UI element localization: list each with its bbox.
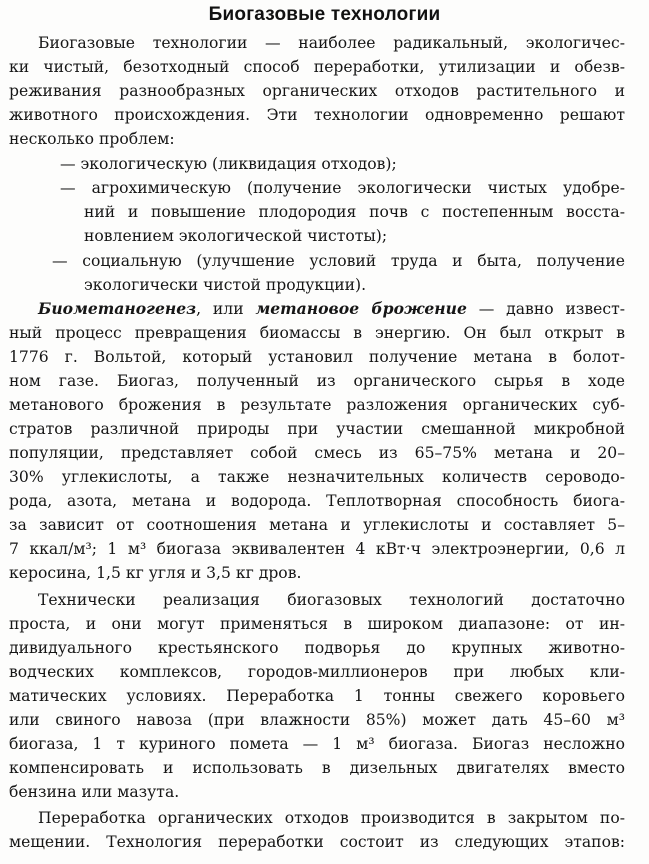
line-rest: — давно извест- xyxy=(466,300,625,318)
text-line: компенсировать и использовать в дизельных двигателях вместо xyxy=(9,759,625,777)
text-line: реживания разнообразных органических отходов растительного и xyxy=(9,82,625,100)
text-line: мещении. Технология переработки состоит из следующих этапов: xyxy=(9,833,625,851)
list-item-continuation: экологически чистой продукции). xyxy=(84,276,367,294)
text-line: несколько проблем: xyxy=(9,130,175,148)
text-line: Технически реализация биогазовых технологий достаточно xyxy=(38,591,625,609)
text-line: животного происхождения. Эти технологии одновременно решают xyxy=(9,106,625,124)
text-line: дивидуального крестьянского подворья до крупных животно- xyxy=(9,639,625,657)
list-item-continuation: новлением экологической чистоты); xyxy=(84,227,388,245)
text-line: стратов различной природы при участии смешанной микробной xyxy=(9,420,625,438)
text-line: популяции, представляет собой смесь из 65–75% метана и 20– xyxy=(9,444,625,462)
text-line: Биогазовые технологии — наиболее радикальный, экологичес- xyxy=(38,34,625,52)
text-line: за зависит от соотношения метана и углекислоты и составляет 5– xyxy=(9,516,625,534)
text-line: матических условиях. Переработка 1 тонны свежего коровьего xyxy=(9,687,625,705)
text-line: метанового брожения в результате разложения органических суб- xyxy=(9,396,625,414)
list-item-continuation: ний и повышение плодородия почв с постепенным восста- xyxy=(84,203,625,221)
text-line: или свиного навоза (при влажности 85%) может дать 45–60 м³ xyxy=(9,711,625,729)
list-item: — экологическую (ликвидация отходов); xyxy=(60,155,397,173)
text-line: проста, и они могут применяться в широком диапазоне: от ин- xyxy=(9,615,625,633)
term-biomethanogenesis: Биометаногенез xyxy=(38,299,197,318)
text-line: 1776 г. Вольтой, который установил получение метана в болот- xyxy=(9,348,625,366)
list-item: — агрохимическую (получение экологически чистых удобре- xyxy=(60,179,625,197)
text-line: керосина, 1,5 кг угля и 3,5 кг дров. xyxy=(9,564,302,582)
list-item: — социальную (улучшение условий труда и быта, получение xyxy=(52,252,625,270)
text-line: 30% углекислоты, а также незначительных количеств сероводо- xyxy=(9,468,625,486)
text-line: водческих комплексов, городов-миллионеров при любых кли- xyxy=(9,663,625,681)
text-line: ный процесс превращения биомассы в энергию. Он был открыт в xyxy=(9,324,625,342)
text-line: Переработка органических отходов производится в закрытом по- xyxy=(38,809,625,827)
text-line: биогаза, 1 т куриного помета — 1 м³ биогаза. Биогаз несложно xyxy=(9,735,625,753)
page-title: Биогазовые технологии xyxy=(208,4,441,25)
text-line: рода, азота, метана и водорода. Теплотворная способность биога- xyxy=(9,492,625,510)
term-methane-fermentation: метановое брожение xyxy=(255,299,467,318)
text-line: 7 ккал/м³; 1 м³ биогаза эквивалентен 4 кВт·ч электроэнергии, 0,6 л xyxy=(9,540,625,558)
term-connector: , или xyxy=(196,300,256,318)
text-line: ном газе. Биогаз, полученный из органического сырья в ходе xyxy=(9,372,625,390)
text-line-with-terms xyxy=(38,297,625,321)
text-line: ки чистый, безотходный способ переработки, утилизации и обезв- xyxy=(9,58,625,76)
text-line: бензина или мазута. xyxy=(9,783,180,801)
